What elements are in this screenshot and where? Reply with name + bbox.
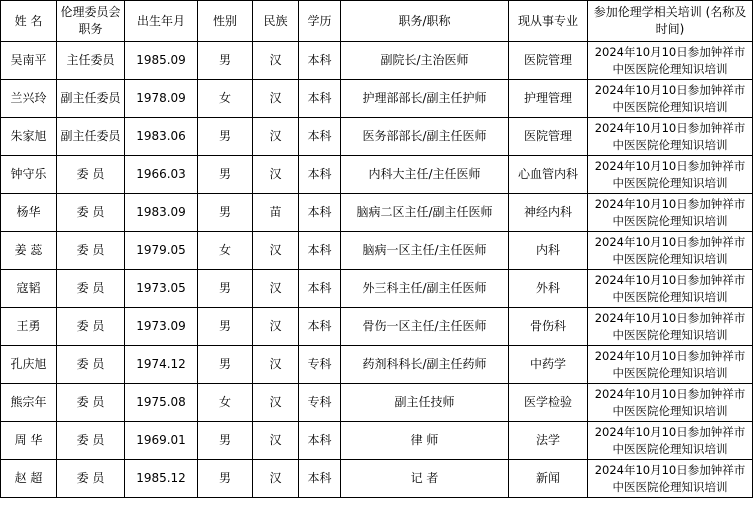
table-row <box>1 194 753 232</box>
cell-specialty: 神经内科 <box>509 194 588 232</box>
cell-position-title: 医务部部长/副主任医师 <box>341 118 509 156</box>
cell-specialty: 医院管理 <box>509 42 588 80</box>
cell-position-title: 内科大主任/主任医师 <box>341 156 509 194</box>
cell-ethics-training: 2024年10月10日参加钟祥市中医医院伦理知识培训 <box>588 346 753 384</box>
cell-ethics-training: 2024年10月10日参加钟祥市中医医院伦理知识培训 <box>588 156 753 194</box>
cell-specialty: 内科 <box>509 232 588 270</box>
cell-birth-date: 1974.12 <box>125 346 198 384</box>
cell-ethnicity: 汉 <box>253 80 299 118</box>
cell-name: 熊宗年 <box>1 384 57 422</box>
cell-name: 杨华 <box>1 194 57 232</box>
cell-gender: 男 <box>198 194 253 232</box>
cell-education: 本科 <box>299 308 341 346</box>
header-ethnicity: 民族 <box>253 1 299 42</box>
cell-name: 姜 蕊 <box>1 232 57 270</box>
cell-ethics-training: 2024年10月10日参加钟祥市中医医院伦理知识培训 <box>588 118 753 156</box>
header-row <box>1 1 753 42</box>
header-ethics-training: 参加伦理学相关培训 (名称及时间) <box>588 1 753 42</box>
cell-position-title: 律 师 <box>341 422 509 460</box>
header-birth-date: 出生年月 <box>125 1 198 42</box>
cell-position-title: 脑病一区主任/主任医师 <box>341 232 509 270</box>
cell-ethnicity: 汉 <box>253 422 299 460</box>
cell-birth-date: 1978.09 <box>125 80 198 118</box>
cell-ethics-training: 2024年10月10日参加钟祥市中医医院伦理知识培训 <box>588 80 753 118</box>
cell-ethics-training: 2024年10月10日参加钟祥市中医医院伦理知识培训 <box>588 194 753 232</box>
cell-education: 本科 <box>299 42 341 80</box>
table-row <box>1 346 753 384</box>
cell-ethnicity: 汉 <box>253 460 299 498</box>
cell-gender: 女 <box>198 232 253 270</box>
cell-birth-date: 1985.12 <box>125 460 198 498</box>
cell-ethics-training: 2024年10月10日参加钟祥市中医医院伦理知识培训 <box>588 460 753 498</box>
cell-ethics-training: 2024年10月10日参加钟祥市中医医院伦理知识培训 <box>588 42 753 80</box>
table-row <box>1 308 753 346</box>
cell-specialty: 骨伤科 <box>509 308 588 346</box>
cell-name: 钟守乐 <box>1 156 57 194</box>
cell-name: 吴南平 <box>1 42 57 80</box>
cell-gender: 男 <box>198 308 253 346</box>
cell-ethnicity: 汉 <box>253 384 299 422</box>
cell-specialty: 法学 <box>509 422 588 460</box>
cell-birth-date: 1969.01 <box>125 422 198 460</box>
cell-ethnicity: 汉 <box>253 118 299 156</box>
cell-committee-role: 委 员 <box>57 232 125 270</box>
cell-committee-role: 主任委员 <box>57 42 125 80</box>
cell-ethnicity: 汉 <box>253 232 299 270</box>
cell-gender: 男 <box>198 156 253 194</box>
cell-education: 本科 <box>299 118 341 156</box>
cell-ethics-training: 2024年10月10日参加钟祥市中医医院伦理知识培训 <box>588 308 753 346</box>
cell-ethics-training: 2024年10月10日参加钟祥市中医医院伦理知识培训 <box>588 384 753 422</box>
cell-position-title: 记 者 <box>341 460 509 498</box>
cell-committee-role: 委 员 <box>57 156 125 194</box>
table-row <box>1 156 753 194</box>
header-gender: 性别 <box>198 1 253 42</box>
cell-birth-date: 1983.09 <box>125 194 198 232</box>
header-name: 姓 名 <box>1 1 57 42</box>
table-row <box>1 384 753 422</box>
cell-education: 专科 <box>299 384 341 422</box>
cell-position-title: 脑病二区主任/副主任医师 <box>341 194 509 232</box>
cell-specialty: 中药学 <box>509 346 588 384</box>
cell-committee-role: 委 员 <box>57 270 125 308</box>
cell-ethics-training: 2024年10月10日参加钟祥市中医医院伦理知识培训 <box>588 270 753 308</box>
cell-name: 朱家旭 <box>1 118 57 156</box>
cell-ethnicity: 汉 <box>253 270 299 308</box>
cell-specialty: 医院管理 <box>509 118 588 156</box>
cell-name: 兰兴玲 <box>1 80 57 118</box>
cell-name: 孔庆旭 <box>1 346 57 384</box>
cell-specialty: 外科 <box>509 270 588 308</box>
cell-education: 本科 <box>299 232 341 270</box>
cell-name: 赵 超 <box>1 460 57 498</box>
table-row <box>1 80 753 118</box>
table-row <box>1 270 753 308</box>
cell-birth-date: 1973.05 <box>125 270 198 308</box>
cell-specialty: 医学检验 <box>509 384 588 422</box>
cell-ethnicity: 汉 <box>253 42 299 80</box>
cell-position-title: 外三科主任/副主任医师 <box>341 270 509 308</box>
cell-birth-date: 1979.05 <box>125 232 198 270</box>
cell-gender: 男 <box>198 118 253 156</box>
cell-name: 周 华 <box>1 422 57 460</box>
cell-gender: 男 <box>198 460 253 498</box>
cell-ethnicity: 汉 <box>253 346 299 384</box>
cell-education: 本科 <box>299 460 341 498</box>
cell-education: 本科 <box>299 156 341 194</box>
header-position-title: 职务/职称 <box>341 1 509 42</box>
table-row <box>1 422 753 460</box>
cell-ethnicity: 汉 <box>253 156 299 194</box>
cell-education: 专科 <box>299 346 341 384</box>
cell-birth-date: 1975.08 <box>125 384 198 422</box>
cell-name: 寇韬 <box>1 270 57 308</box>
cell-position-title: 副院长/主治医师 <box>341 42 509 80</box>
cell-birth-date: 1983.06 <box>125 118 198 156</box>
cell-committee-role: 委 员 <box>57 422 125 460</box>
cell-birth-date: 1966.03 <box>125 156 198 194</box>
cell-ethnicity: 苗 <box>253 194 299 232</box>
cell-education: 本科 <box>299 422 341 460</box>
table-row <box>1 42 753 80</box>
cell-birth-date: 1973.09 <box>125 308 198 346</box>
cell-specialty: 护理管理 <box>509 80 588 118</box>
cell-specialty: 心血管内科 <box>509 156 588 194</box>
cell-gender: 男 <box>198 42 253 80</box>
table-row <box>1 232 753 270</box>
cell-committee-role: 委 员 <box>57 460 125 498</box>
header-specialty: 现从事专业 <box>509 1 588 42</box>
cell-education: 本科 <box>299 80 341 118</box>
cell-birth-date: 1985.09 <box>125 42 198 80</box>
cell-ethics-training: 2024年10月10日参加钟祥市中医医院伦理知识培训 <box>588 232 753 270</box>
cell-gender: 女 <box>198 80 253 118</box>
cell-name: 王勇 <box>1 308 57 346</box>
table-row <box>1 118 753 156</box>
cell-gender: 女 <box>198 384 253 422</box>
cell-position-title: 骨伤一区主任/主任医师 <box>341 308 509 346</box>
cell-committee-role: 副主任委员 <box>57 80 125 118</box>
cell-education: 本科 <box>299 270 341 308</box>
cell-gender: 男 <box>198 346 253 384</box>
cell-education: 本科 <box>299 194 341 232</box>
cell-position-title: 副主任技师 <box>341 384 509 422</box>
cell-position-title: 药剂科科长/副主任药师 <box>341 346 509 384</box>
header-education: 学历 <box>299 1 341 42</box>
cell-ethics-training: 2024年10月10日参加钟祥市中医医院伦理知识培训 <box>588 422 753 460</box>
cell-committee-role: 委 员 <box>57 308 125 346</box>
cell-committee-role: 委 员 <box>57 384 125 422</box>
cell-committee-role: 副主任委员 <box>57 118 125 156</box>
cell-ethnicity: 汉 <box>253 308 299 346</box>
cell-committee-role: 委 员 <box>57 194 125 232</box>
header-committee-role: 伦理委员会 职务 <box>57 1 125 42</box>
table-row <box>1 460 753 498</box>
cell-committee-role: 委 员 <box>57 346 125 384</box>
cell-gender: 男 <box>198 270 253 308</box>
cell-specialty: 新闻 <box>509 460 588 498</box>
cell-position-title: 护理部部长/副主任护师 <box>341 80 509 118</box>
cell-gender: 男 <box>198 422 253 460</box>
